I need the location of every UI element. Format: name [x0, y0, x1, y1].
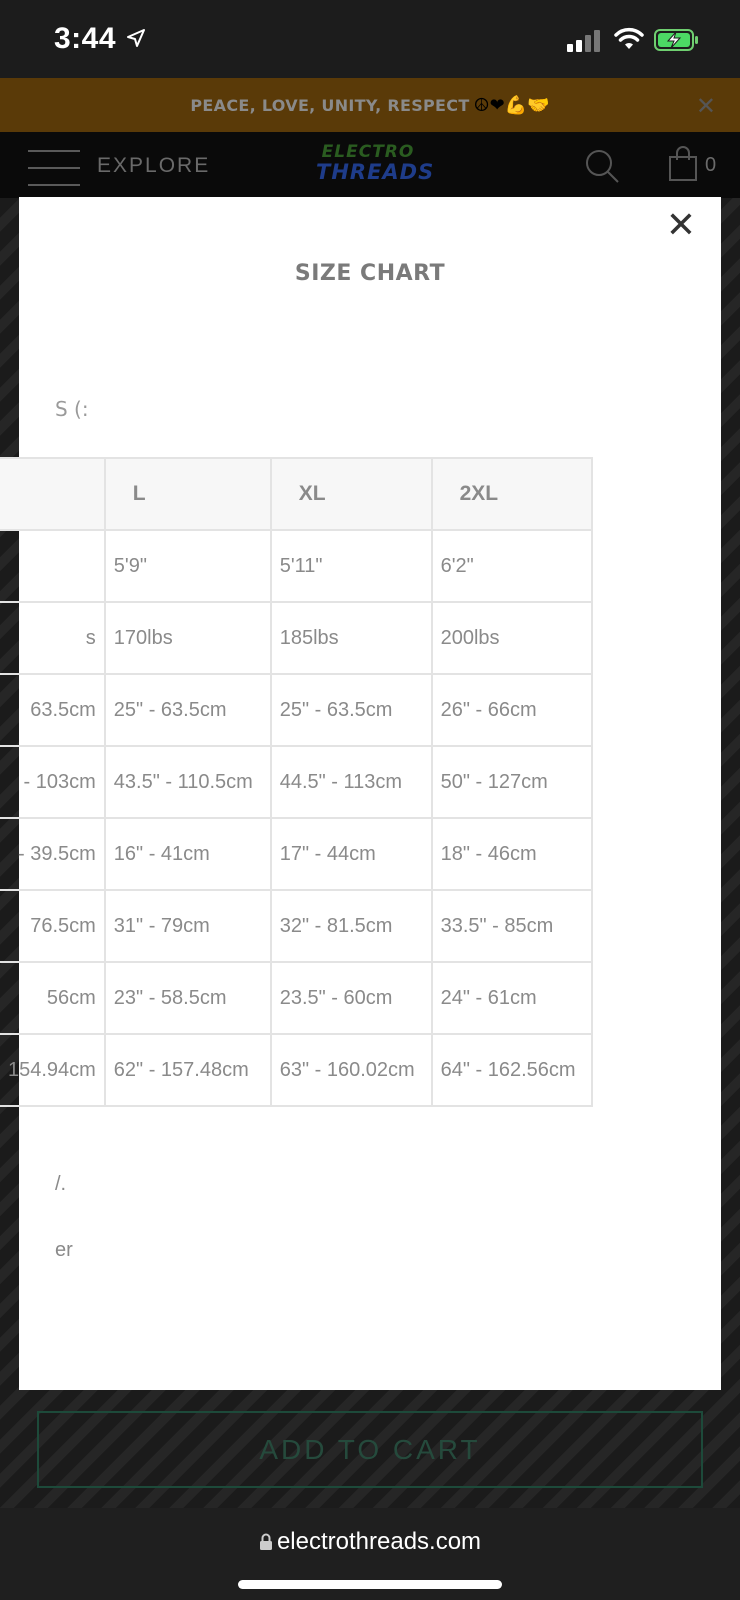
cellular-signal-icon [567, 30, 600, 52]
modal-title: SIZE CHART [294, 261, 446, 286]
table-cell: 24" - 61cm [432, 962, 592, 1034]
table-cell: 44.5" - 113cm [271, 746, 432, 818]
table-row [0, 962, 592, 1034]
table-row [0, 602, 592, 674]
table-row [0, 1034, 592, 1106]
browser-bar [0, 1508, 740, 1600]
table-header-cell: XL [271, 458, 432, 530]
table-cell: 5'11" [271, 530, 432, 602]
size-table [0, 457, 593, 1107]
table-cell: 50" - 127cm [432, 746, 592, 818]
home-indicator[interactable] [238, 1580, 502, 1589]
table-cell: 18" - 46cm [432, 818, 592, 890]
table-cell: 25" - 63.5cm [105, 674, 271, 746]
table-cell: 32" - 81.5cm [271, 890, 432, 962]
location-arrow-icon [126, 28, 146, 48]
announcement-emoji: ☮❤💪🤝 [473, 94, 550, 115]
table-cell: 62" - 157.48cm [105, 1034, 271, 1106]
table-cell: 25" - 63.5cm [271, 674, 432, 746]
table-row [0, 818, 592, 890]
menu-icon[interactable] [28, 150, 80, 186]
cart-count[interactable]: 0 [705, 154, 717, 176]
table-cell: 6'2" [432, 530, 592, 602]
status-bar [0, 0, 740, 78]
url-text: electrothreads.com [276, 1528, 482, 1555]
size-chart-modal [7, 197, 721, 1390]
logo-line-1: ELECTRO [321, 142, 415, 162]
table-header-row [0, 458, 592, 530]
table-cell: 16" - 41cm [105, 818, 271, 890]
table-header-cell: 2XL [432, 458, 592, 530]
footer-text-1: /. [55, 1173, 67, 1195]
lock-icon [259, 1533, 273, 1551]
table-cell: 185lbs [271, 602, 432, 674]
table-cell: s [0, 602, 105, 674]
wifi-icon [614, 27, 644, 51]
add-to-cart-button[interactable]: ADD TO CART [37, 1411, 703, 1488]
status-time: 3:44 [54, 22, 117, 55]
search-icon[interactable] [584, 148, 620, 184]
table-cell: - 103cm [0, 746, 105, 818]
table-cell: 33.5" - 85cm [432, 890, 592, 962]
shopping-bag-icon[interactable] [668, 146, 698, 182]
table-cell: 63" - 160.02cm [271, 1034, 432, 1106]
table-cell: 17" - 44cm [271, 818, 432, 890]
battery-charging-icon [654, 28, 700, 52]
table-cell [0, 530, 105, 602]
table-header-cell [0, 458, 105, 530]
close-icon[interactable]: ✕ [695, 92, 716, 120]
explore-label[interactable]: EXPLORE [97, 154, 211, 177]
table-cell: - 39.5cm [0, 818, 105, 890]
table-row [0, 674, 592, 746]
table-cell: 26" - 66cm [432, 674, 592, 746]
table-cell: 56cm [0, 962, 105, 1034]
table-header-cell: L [105, 458, 271, 530]
table-row [0, 530, 592, 602]
table-cell: 23" - 58.5cm [105, 962, 271, 1034]
size-table-scroll[interactable] [7, 457, 704, 1109]
address-bar[interactable] [0, 1528, 740, 1556]
table-cell: 170lbs [105, 602, 271, 674]
announcement-text: PEACE, LOVE, UNITY, RESPECT [190, 95, 470, 115]
table-cell: 64" - 162.56cm [432, 1034, 592, 1106]
footer-text-2: er [55, 1239, 73, 1261]
site-logo[interactable] [316, 142, 435, 184]
modal-close-button[interactable]: ✕ [665, 205, 696, 246]
table-cell: 200lbs [432, 602, 592, 674]
announcement-bar [0, 78, 740, 132]
table-cell: 43.5" - 110.5cm [105, 746, 271, 818]
table-cell: 154.94cm [0, 1034, 105, 1106]
table-row [0, 746, 592, 818]
table-cell: 63.5cm [0, 674, 105, 746]
table-cell: 31" - 79cm [105, 890, 271, 962]
table-cell: 23.5" - 60cm [271, 962, 432, 1034]
table-cell: 76.5cm [0, 890, 105, 962]
intro-text: S (: [55, 397, 89, 421]
table-cell: 5'9" [105, 530, 271, 602]
logo-line-2: THREADS [316, 160, 435, 184]
table-row [0, 890, 592, 962]
site-header [0, 132, 740, 198]
